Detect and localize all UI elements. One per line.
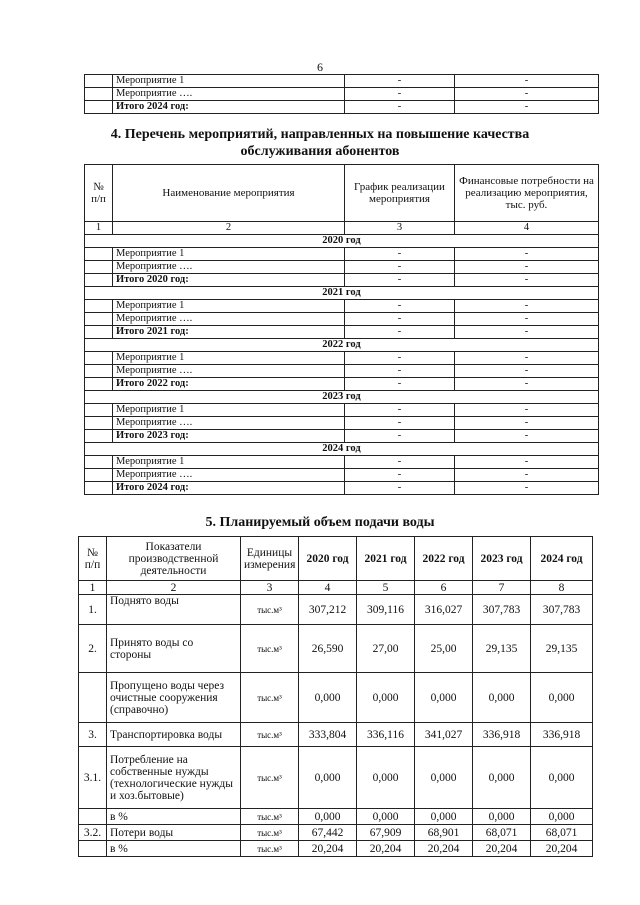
finance-value: -: [455, 88, 599, 101]
header-year: 2023 год: [473, 537, 531, 581]
col-number: 4: [455, 222, 599, 235]
table-row: [85, 430, 599, 443]
col-number: 6: [415, 581, 473, 595]
measure-name: Мероприятие ….: [113, 365, 345, 378]
finance-value: -: [455, 378, 599, 391]
schedule-value: -: [345, 482, 455, 495]
finance-value: -: [455, 469, 599, 482]
unit-value: тыс.м³: [241, 747, 299, 809]
table-row: [79, 747, 593, 809]
year-value: 0,000: [473, 673, 531, 723]
year-value: 0,000: [415, 747, 473, 809]
year-group-row: [85, 287, 599, 300]
year-value: 333,804: [299, 723, 357, 747]
col-number: 2: [107, 581, 241, 595]
year-value: 27,00: [357, 625, 415, 673]
year-value: 0,000: [299, 673, 357, 723]
schedule-value: -: [345, 274, 455, 287]
unit-value: тыс.м³: [241, 809, 299, 825]
finance-value: -: [455, 365, 599, 378]
finance-value: -: [455, 101, 599, 114]
section5-title: 5. Планируемый объем подачи воды: [205, 515, 435, 530]
row-num-cell: [85, 469, 113, 482]
schedule-value: -: [345, 430, 455, 443]
measure-name: Итого 2024 год:: [113, 101, 345, 114]
row-num: [79, 809, 107, 825]
finance-value: -: [455, 352, 599, 365]
measure-name: Мероприятие 1: [113, 404, 345, 417]
row-num-cell: [85, 326, 113, 339]
year-value: 0,000: [415, 809, 473, 825]
row-num-cell: [85, 430, 113, 443]
year-value: 0,000: [357, 747, 415, 809]
schedule-value: -: [345, 456, 455, 469]
measure-name: Мероприятие ….: [113, 417, 345, 430]
section4-title-line2: обслуживания абонентов: [240, 144, 400, 159]
header-year: 2020 год: [299, 537, 357, 581]
measure-name: Мероприятие ….: [113, 313, 345, 326]
header-schedule: График реализации мероприятия: [345, 165, 455, 222]
year-value: 0,000: [473, 747, 531, 809]
indicator-name: Транспортировка воды: [107, 723, 241, 747]
indicator-name: Потребление на собственные нужды (технологические нужды и хоз.бытовые): [107, 747, 241, 809]
schedule-value: -: [345, 75, 455, 88]
table-row: [85, 404, 599, 417]
year-value: 25,00: [415, 625, 473, 673]
unit-value: тыс.м³: [241, 723, 299, 747]
schedule-value: -: [345, 469, 455, 482]
year-value: 307,783: [473, 595, 531, 625]
finance-value: -: [455, 313, 599, 326]
col-number: 1: [85, 222, 113, 235]
row-num-cell: [85, 378, 113, 391]
section4-title-line1: 4. Перечень мероприятий, направленных на повышение качества: [110, 127, 530, 142]
table-row: [85, 101, 599, 114]
header-name: Наименование мероприятия: [113, 165, 345, 222]
schedule-value: -: [345, 417, 455, 430]
finance-value: -: [455, 430, 599, 443]
year-value: 336,918: [531, 723, 593, 747]
finance-value: -: [455, 417, 599, 430]
header-num: № п/п: [79, 537, 107, 581]
continued-measures-table: [84, 74, 599, 114]
year-value: 0,000: [299, 747, 357, 809]
indicator-name: Пропущено воды через очистные сооружения (справочно): [107, 673, 241, 723]
col-number: 3: [241, 581, 299, 595]
col-number: 1: [79, 581, 107, 595]
service-quality-measures-table: [84, 164, 599, 495]
col-number: 4: [299, 581, 357, 595]
year-value: 20,204: [357, 841, 415, 857]
table-row: [85, 417, 599, 430]
col-number: 7: [473, 581, 531, 595]
table-row: [85, 313, 599, 326]
year-value: 336,918: [473, 723, 531, 747]
table-row: [79, 673, 593, 723]
year-value: 20,204: [531, 841, 593, 857]
row-num-cell: [85, 417, 113, 430]
row-num-cell: [85, 101, 113, 114]
year-value: 341,027: [415, 723, 473, 747]
schedule-value: -: [345, 365, 455, 378]
col-number: 2: [113, 222, 345, 235]
table-row: [85, 352, 599, 365]
finance-value: -: [455, 300, 599, 313]
year-value: 29,135: [473, 625, 531, 673]
table-row: [79, 595, 593, 625]
header-indicator: Показатели производственной деятельности: [107, 537, 241, 581]
measure-name: Итого 2020 год:: [113, 274, 345, 287]
table-row: [85, 482, 599, 495]
year-value: 67,442: [299, 825, 357, 841]
header-finance: Финансовые потребности на реализацию мероприятия, тыс. руб.: [455, 165, 599, 222]
measure-name: Итого 2022 год:: [113, 378, 345, 391]
table-row: [85, 365, 599, 378]
schedule-value: -: [345, 313, 455, 326]
table-row: [85, 274, 599, 287]
row-num-cell: [85, 274, 113, 287]
row-num-cell: [85, 482, 113, 495]
year-label: 2024 год: [85, 443, 599, 456]
indicator-name: Принято воды со стороны: [107, 625, 241, 673]
col-number: 3: [345, 222, 455, 235]
section4-title: [0, 126, 640, 160]
year-value: 307,783: [531, 595, 593, 625]
schedule-value: -: [345, 326, 455, 339]
indicator-name: Поднято воды: [107, 595, 241, 625]
table-row: [79, 625, 593, 673]
year-group-row: [85, 391, 599, 404]
measure-name: Мероприятие 1: [113, 456, 345, 469]
year-value: 0,000: [531, 673, 593, 723]
schedule-value: -: [345, 352, 455, 365]
table-row: [85, 378, 599, 391]
finance-value: -: [455, 482, 599, 495]
table-row: [85, 469, 599, 482]
water-supply-volume-table: [78, 536, 593, 857]
header-year: 2024 год: [531, 537, 593, 581]
schedule-value: -: [345, 101, 455, 114]
year-value: 20,204: [415, 841, 473, 857]
year-value: 0,000: [357, 673, 415, 723]
table-row: [85, 300, 599, 313]
table-row: [85, 456, 599, 469]
unit-value: тыс.м³: [241, 825, 299, 841]
measure-name: Мероприятие ….: [113, 88, 345, 101]
unit-value: тыс.м³: [241, 625, 299, 673]
finance-value: -: [455, 274, 599, 287]
year-label: 2023 год: [85, 391, 599, 404]
schedule-value: -: [345, 261, 455, 274]
year-value: 0,000: [473, 809, 531, 825]
year-value: 67,909: [357, 825, 415, 841]
row-num-cell: [85, 75, 113, 88]
schedule-value: -: [345, 404, 455, 417]
measure-name: Итого 2021 год:: [113, 326, 345, 339]
col-number: 5: [357, 581, 415, 595]
row-num-cell: [85, 313, 113, 326]
measure-name: Мероприятие 1: [113, 300, 345, 313]
page-number: 6: [317, 60, 323, 74]
table-row: [85, 248, 599, 261]
year-value: 0,000: [357, 809, 415, 825]
finance-value: -: [455, 404, 599, 417]
indicator-name: в %: [107, 841, 241, 857]
measure-name: Мероприятие 1: [113, 75, 345, 88]
table-row: [85, 261, 599, 274]
year-label: 2020 год: [85, 235, 599, 248]
schedule-value: -: [345, 300, 455, 313]
year-group-row: [85, 235, 599, 248]
year-label: 2022 год: [85, 339, 599, 352]
year-value: 68,901: [415, 825, 473, 841]
table-row: [85, 75, 599, 88]
year-value: 0,000: [415, 673, 473, 723]
row-num-cell: [85, 261, 113, 274]
unit-value: тыс.м³: [241, 841, 299, 857]
measure-name: Мероприятие ….: [113, 261, 345, 274]
table-row: [79, 825, 593, 841]
table-row: [85, 326, 599, 339]
year-value: 29,135: [531, 625, 593, 673]
row-num-cell: [85, 88, 113, 101]
row-num: 2.: [79, 625, 107, 673]
row-num: 3.: [79, 723, 107, 747]
row-num: 1.: [79, 595, 107, 625]
schedule-value: -: [345, 378, 455, 391]
measure-name: Итого 2024 год:: [113, 482, 345, 495]
year-group-row: [85, 443, 599, 456]
table-row: [79, 841, 593, 857]
row-num-cell: [85, 352, 113, 365]
year-value: 0,000: [531, 747, 593, 809]
col-number: 8: [531, 581, 593, 595]
year-value: 68,071: [473, 825, 531, 841]
year-value: 68,071: [531, 825, 593, 841]
table-row: [79, 723, 593, 747]
indicator-name: Потери воды: [107, 825, 241, 841]
year-label: 2021 год: [85, 287, 599, 300]
indicator-name: в %: [107, 809, 241, 825]
header-year: 2022 год: [415, 537, 473, 581]
year-value: 20,204: [299, 841, 357, 857]
row-num: [79, 673, 107, 723]
table-row: [85, 88, 599, 101]
finance-value: -: [455, 261, 599, 274]
row-num-cell: [85, 456, 113, 469]
year-value: 0,000: [531, 809, 593, 825]
schedule-value: -: [345, 88, 455, 101]
year-value: 0,000: [299, 809, 357, 825]
measure-name: Мероприятие ….: [113, 469, 345, 482]
year-group-row: [85, 339, 599, 352]
row-num-cell: [85, 300, 113, 313]
measure-name: Мероприятие 1: [113, 352, 345, 365]
row-num: 3.1.: [79, 747, 107, 809]
year-value: 307,212: [299, 595, 357, 625]
row-num-cell: [85, 248, 113, 261]
table-row: [79, 809, 593, 825]
year-value: 316,027: [415, 595, 473, 625]
year-value: 309,116: [357, 595, 415, 625]
finance-value: -: [455, 456, 599, 469]
row-num: 3.2.: [79, 825, 107, 841]
row-num-cell: [85, 365, 113, 378]
row-num-cell: [85, 404, 113, 417]
header-num: № п/п: [85, 165, 113, 222]
finance-value: -: [455, 75, 599, 88]
row-num: [79, 841, 107, 857]
unit-value: тыс.м³: [241, 595, 299, 625]
year-value: 336,116: [357, 723, 415, 747]
measure-name: Итого 2023 год:: [113, 430, 345, 443]
finance-value: -: [455, 326, 599, 339]
header-year: 2021 год: [357, 537, 415, 581]
year-value: 26,590: [299, 625, 357, 673]
header-unit: Единицы измерения: [241, 537, 299, 581]
unit-value: тыс.м³: [241, 673, 299, 723]
schedule-value: -: [345, 248, 455, 261]
finance-value: -: [455, 248, 599, 261]
measure-name: Мероприятие 1: [113, 248, 345, 261]
year-value: 20,204: [473, 841, 531, 857]
